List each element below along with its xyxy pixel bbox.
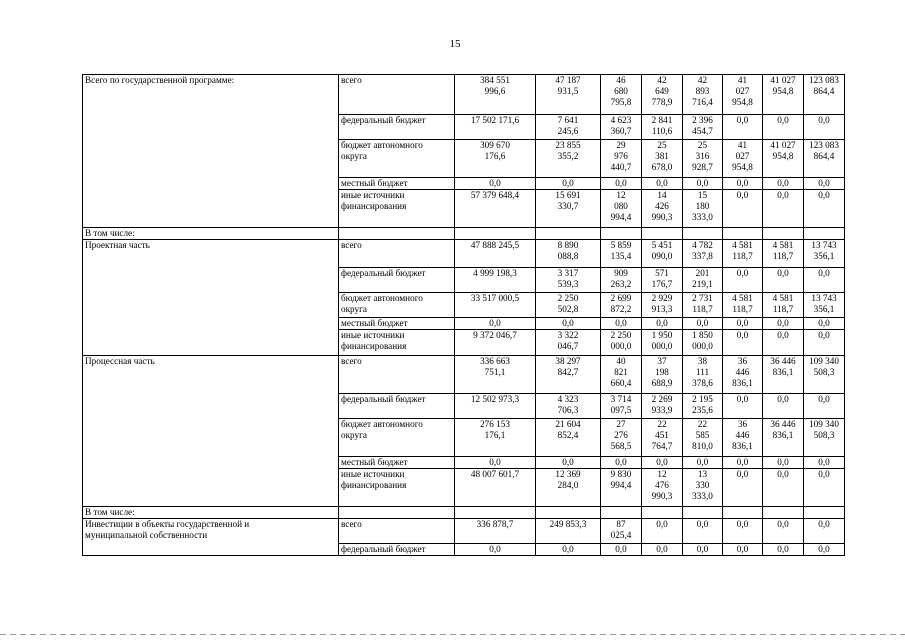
funding-source-cell: иные источники финансирования <box>339 330 455 356</box>
amount-cell <box>536 228 601 240</box>
amount-cell: 5 451 090,0 <box>642 240 683 268</box>
amount-cell: 0,0 <box>723 394 763 419</box>
amount-cell: 2 195 235,6 <box>683 394 723 419</box>
funding-source-cell: бюджет автономного округа <box>339 419 455 457</box>
amount-cell: 3 322 046,7 <box>536 330 601 356</box>
amount-cell: 571 176,7 <box>642 268 683 293</box>
amount-cell: 36 446 836,1 <box>763 356 804 394</box>
funding-source-cell: местный бюджет <box>339 318 455 330</box>
amount-cell: 0,0 <box>763 394 804 419</box>
amount-cell: 4 581 118,7 <box>763 293 804 318</box>
amount-cell: 4 999 198,3 <box>455 268 536 293</box>
amount-cell: 0,0 <box>601 318 642 330</box>
amount-cell: 25 381 678,0 <box>642 140 683 178</box>
amount-cell: 48 007 601,7 <box>455 469 536 507</box>
amount-cell <box>601 228 642 240</box>
amount-cell <box>683 228 723 240</box>
amount-cell: 0,0 <box>536 178 601 190</box>
amount-cell: 0,0 <box>763 318 804 330</box>
amount-cell: 276 153 176,1 <box>455 419 536 457</box>
amount-cell: 36 446 836,1 <box>763 419 804 457</box>
table-row <box>83 519 845 544</box>
amount-cell: 0,0 <box>642 178 683 190</box>
amount-cell: 0,0 <box>763 330 804 356</box>
amount-cell: 8 890 088,8 <box>536 240 601 268</box>
amount-cell: 42 649 778,9 <box>642 75 683 115</box>
amount-cell: 12 476 990,3 <box>642 469 683 507</box>
amount-cell: 0,0 <box>455 178 536 190</box>
amount-cell: 2 699 872,2 <box>601 293 642 318</box>
funding-source-cell <box>339 228 455 240</box>
amount-cell <box>763 228 804 240</box>
amount-cell: 22 585 810,0 <box>683 419 723 457</box>
funding-source-cell: всего <box>339 240 455 268</box>
amount-cell: 0,0 <box>763 519 804 544</box>
amount-cell: 249 853,3 <box>536 519 601 544</box>
amount-cell: 0,0 <box>763 178 804 190</box>
amount-cell: 12 502 973,3 <box>455 394 536 419</box>
amount-cell: 0,0 <box>804 268 845 293</box>
amount-cell: 41 027 954,8 <box>763 140 804 178</box>
amount-cell: 0,0 <box>723 178 763 190</box>
amount-cell: 15 691 330,7 <box>536 190 601 228</box>
amount-cell: 336 878,7 <box>455 519 536 544</box>
amount-cell: 41 027 954,8 <box>723 75 763 115</box>
amount-cell: 0,0 <box>642 457 683 469</box>
amount-cell: 2 250 502,8 <box>536 293 601 318</box>
amount-cell: 0,0 <box>723 330 763 356</box>
table-row <box>83 507 845 519</box>
amount-cell <box>804 507 845 519</box>
amount-cell: 123 083 864,4 <box>804 140 845 178</box>
amount-cell: 0,0 <box>536 457 601 469</box>
amount-cell: 0,0 <box>642 519 683 544</box>
amount-cell: 909 263,2 <box>601 268 642 293</box>
amount-cell: 0,0 <box>804 330 845 356</box>
amount-cell: 0,0 <box>536 544 601 556</box>
page-number: 15 <box>449 38 461 50</box>
amount-cell: 22 451 764,7 <box>642 419 683 457</box>
amount-cell: 4 581 118,7 <box>723 293 763 318</box>
amount-cell: 0,0 <box>723 457 763 469</box>
amount-cell: 57 379 648,4 <box>455 190 536 228</box>
amount-cell: 0,0 <box>763 268 804 293</box>
amount-cell <box>642 507 683 519</box>
amount-cell: 2 841 110,6 <box>642 115 683 140</box>
amount-cell: 4 623 360,7 <box>601 115 642 140</box>
amount-cell <box>763 507 804 519</box>
row-name-cell: В том числе: <box>83 507 339 519</box>
amount-cell: 4 581 118,7 <box>723 240 763 268</box>
amount-cell: 0,0 <box>763 190 804 228</box>
amount-cell: 0,0 <box>804 394 845 419</box>
amount-cell: 40 821 660,4 <box>601 356 642 394</box>
amount-cell: 4 323 706,3 <box>536 394 601 419</box>
amount-cell: 0,0 <box>804 115 845 140</box>
amount-cell: 13 743 356,1 <box>804 293 845 318</box>
funding-source-cell: федеральный бюджет <box>339 394 455 419</box>
amount-cell <box>455 507 536 519</box>
amount-cell: 0,0 <box>804 519 845 544</box>
amount-cell: 33 517 000,5 <box>455 293 536 318</box>
funding-source-cell: федеральный бюджет <box>339 544 455 556</box>
amount-cell: 2 269 933,9 <box>642 394 683 419</box>
amount-cell: 2 250 000,0 <box>601 330 642 356</box>
amount-cell: 17 502 171,6 <box>455 115 536 140</box>
amount-cell <box>804 228 845 240</box>
amount-cell: 0,0 <box>763 469 804 507</box>
amount-cell: 47 888 245,5 <box>455 240 536 268</box>
amount-cell: 0,0 <box>683 318 723 330</box>
amount-cell <box>455 228 536 240</box>
amount-cell: 0,0 <box>804 544 845 556</box>
amount-cell: 12 369 284,0 <box>536 469 601 507</box>
amount-cell: 14 426 990,3 <box>642 190 683 228</box>
funding-source-cell: федеральный бюджет <box>339 115 455 140</box>
amount-cell: 38 111 378,6 <box>683 356 723 394</box>
amount-cell: 15 180 333,0 <box>683 190 723 228</box>
amount-cell: 0,0 <box>536 318 601 330</box>
amount-cell: 336 663 751,1 <box>455 356 536 394</box>
amount-cell: 27 276 568,5 <box>601 419 642 457</box>
amount-cell: 3 317 539,3 <box>536 268 601 293</box>
funding-source-cell: всего <box>339 519 455 544</box>
amount-cell: 0,0 <box>763 544 804 556</box>
amount-cell: 4 581 118,7 <box>763 240 804 268</box>
amount-cell <box>723 228 763 240</box>
scan-edge-line <box>0 634 905 635</box>
amount-cell: 0,0 <box>723 318 763 330</box>
amount-cell: 3 714 097,5 <box>601 394 642 419</box>
amount-cell: 0,0 <box>763 457 804 469</box>
amount-cell: 0,0 <box>683 178 723 190</box>
amount-cell: 9 372 046,7 <box>455 330 536 356</box>
amount-cell: 0,0 <box>763 115 804 140</box>
amount-cell: 0,0 <box>804 469 845 507</box>
amount-cell: 0,0 <box>804 318 845 330</box>
row-name-cell: Инвестиции в объекты государственной и муниципальной собственности <box>83 519 339 556</box>
amount-cell <box>683 507 723 519</box>
amount-cell: 5 859 135,4 <box>601 240 642 268</box>
table-row <box>83 240 845 268</box>
amount-cell: 0,0 <box>683 519 723 544</box>
amount-cell: 0,0 <box>455 544 536 556</box>
funding-source-cell: местный бюджет <box>339 457 455 469</box>
amount-cell: 4 782 337,8 <box>683 240 723 268</box>
amount-cell: 0,0 <box>455 457 536 469</box>
amount-cell: 0,0 <box>804 457 845 469</box>
row-name-cell: В том числе: <box>83 228 339 240</box>
amount-cell: 2 396 454,7 <box>683 115 723 140</box>
funding-source-cell: всего <box>339 356 455 394</box>
amount-cell: 0,0 <box>601 178 642 190</box>
amount-cell: 41 027 954,8 <box>723 140 763 178</box>
amount-cell: 0,0 <box>723 469 763 507</box>
amount-cell: 0,0 <box>455 318 536 330</box>
amount-cell <box>642 228 683 240</box>
amount-cell: 0,0 <box>804 190 845 228</box>
amount-cell: 0,0 <box>723 190 763 228</box>
amount-cell: 23 855 355,2 <box>536 140 601 178</box>
funding-source-cell: бюджет автономного округа <box>339 140 455 178</box>
amount-cell: 38 297 842,7 <box>536 356 601 394</box>
amount-cell: 201 219,1 <box>683 268 723 293</box>
amount-cell: 0,0 <box>723 519 763 544</box>
amount-cell: 13 743 356,1 <box>804 240 845 268</box>
amount-cell: 0,0 <box>723 544 763 556</box>
amount-cell: 36 446 836,1 <box>723 356 763 394</box>
amount-cell: 2 731 118,7 <box>683 293 723 318</box>
amount-cell: 109 340 508,3 <box>804 356 845 394</box>
table-row <box>83 228 845 240</box>
budget-table <box>82 74 845 556</box>
amount-cell: 47 187 931,5 <box>536 75 601 115</box>
amount-cell: 25 316 928,7 <box>683 140 723 178</box>
row-name-cell: Всего по государственной программе: <box>83 75 339 228</box>
amount-cell: 9 830 994,4 <box>601 469 642 507</box>
funding-source-cell: местный бюджет <box>339 178 455 190</box>
amount-cell: 36 446 836,1 <box>723 419 763 457</box>
amount-cell: 1 950 000,0 <box>642 330 683 356</box>
amount-cell: 0,0 <box>683 544 723 556</box>
amount-cell: 0,0 <box>601 457 642 469</box>
amount-cell: 0,0 <box>683 457 723 469</box>
amount-cell: 37 198 688,9 <box>642 356 683 394</box>
amount-cell: 29 976 440,7 <box>601 140 642 178</box>
funding-source-cell: бюджет автономного округа <box>339 293 455 318</box>
table-body <box>83 75 845 556</box>
amount-cell: 0,0 <box>642 318 683 330</box>
funding-source-cell <box>339 507 455 519</box>
amount-cell: 12 080 994,4 <box>601 190 642 228</box>
amount-cell: 1 850 000,0 <box>683 330 723 356</box>
amount-cell: 0,0 <box>642 544 683 556</box>
amount-cell: 46 680 795,8 <box>601 75 642 115</box>
amount-cell: 0,0 <box>723 268 763 293</box>
amount-cell: 0,0 <box>601 544 642 556</box>
amount-cell <box>601 507 642 519</box>
amount-cell: 21 604 852,4 <box>536 419 601 457</box>
amount-cell <box>723 507 763 519</box>
amount-cell: 42 893 716,4 <box>683 75 723 115</box>
amount-cell <box>536 507 601 519</box>
amount-cell: 0,0 <box>723 115 763 140</box>
amount-cell: 309 670 176,6 <box>455 140 536 178</box>
amount-cell: 0,0 <box>804 178 845 190</box>
row-name-cell: Процессная часть <box>83 356 339 507</box>
amount-cell: 2 929 913,3 <box>642 293 683 318</box>
amount-cell: 41 027 954,8 <box>763 75 804 115</box>
amount-cell: 109 340 508,3 <box>804 419 845 457</box>
amount-cell: 123 083 864,4 <box>804 75 845 115</box>
table-row <box>83 356 845 394</box>
funding-source-cell: иные источники финансирования <box>339 469 455 507</box>
amount-cell: 7 641 245,6 <box>536 115 601 140</box>
funding-source-cell: всего <box>339 75 455 115</box>
funding-source-cell: федеральный бюджет <box>339 268 455 293</box>
table-row <box>83 75 845 115</box>
amount-cell: 13 330 333,0 <box>683 469 723 507</box>
row-name-cell: Проектная часть <box>83 240 339 356</box>
amount-cell: 384 551 996,6 <box>455 75 536 115</box>
funding-source-cell: иные источники финансирования <box>339 190 455 228</box>
amount-cell: 87 025,4 <box>601 519 642 544</box>
